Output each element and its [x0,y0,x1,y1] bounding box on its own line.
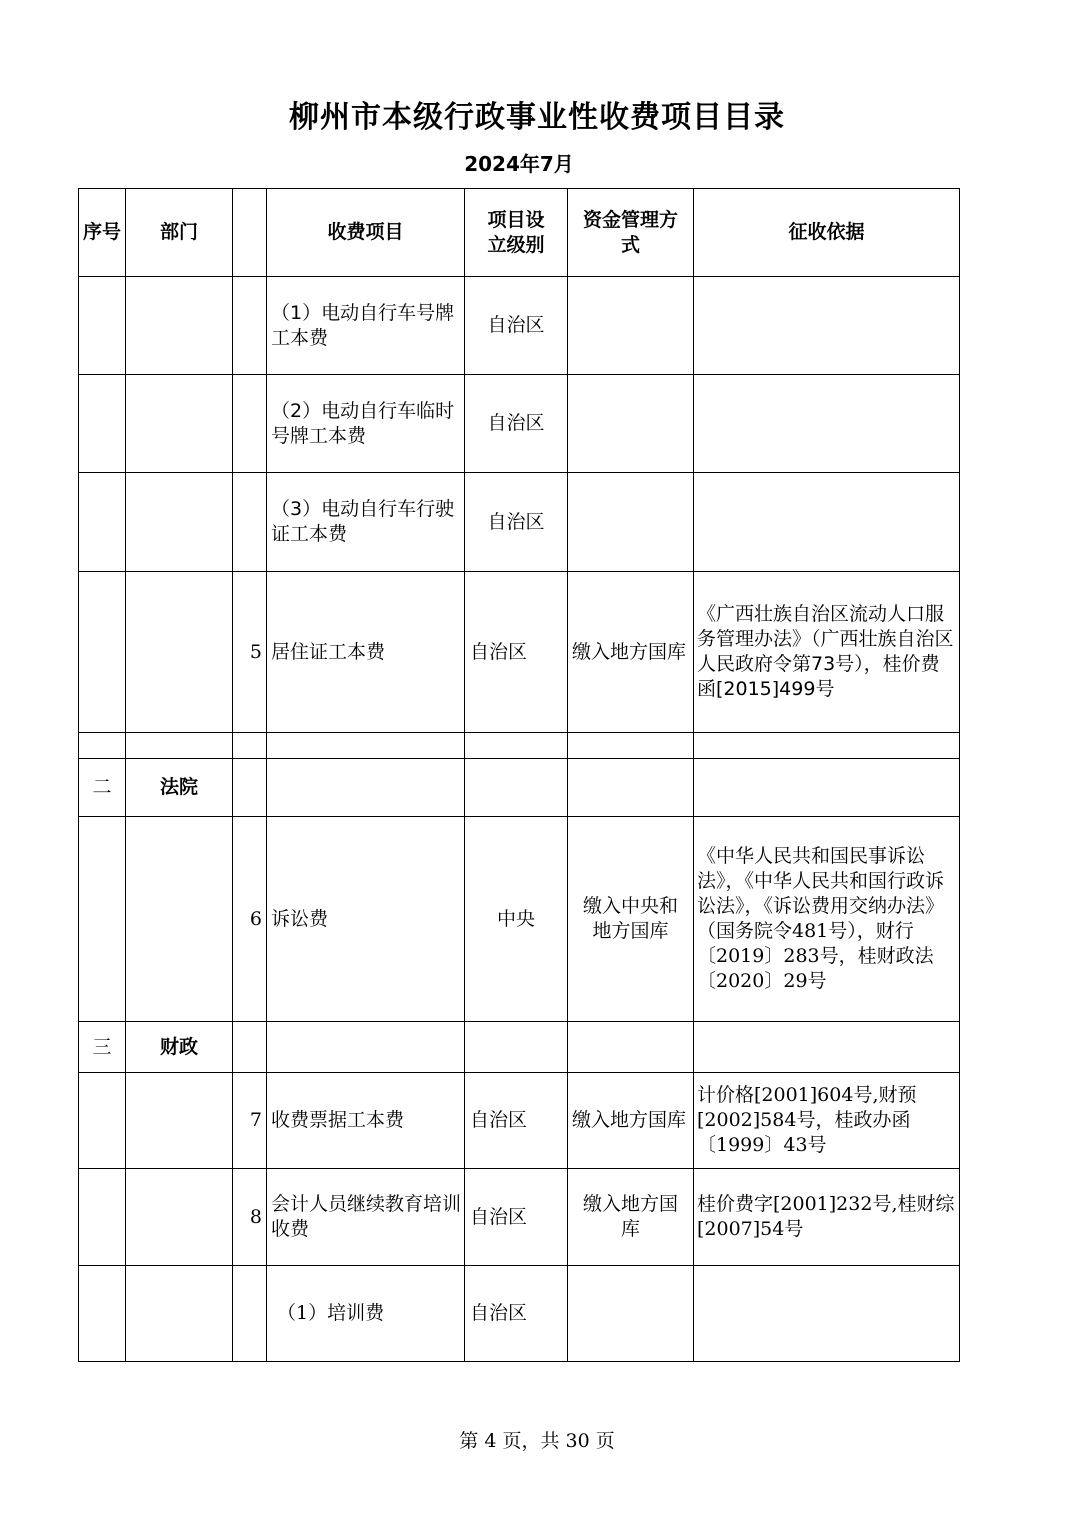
row-dept [126,1073,233,1169]
row-item: （1）培训费 [267,1266,465,1362]
row-item: 居住证工本费 [267,572,465,733]
header-fund: 资金管理方式 [568,189,694,277]
row-seq [79,1073,126,1169]
section-dept: 法院 [126,759,233,817]
row-seq [79,375,126,473]
row-basis [694,733,960,759]
header-idx [233,189,267,277]
table-row [79,277,960,375]
header-dept: 部门 [126,189,233,277]
row-level: 自治区 [465,473,568,572]
row-dept [126,572,233,733]
row-dept [126,277,233,375]
section-seq: 二 [79,759,126,817]
row-fund: 缴入地方国库 [568,1169,694,1266]
fee-table [78,188,960,1362]
row-fund [568,375,694,473]
header-basis: 征收依据 [694,189,960,277]
row-fund [568,473,694,572]
row-item [267,733,465,759]
row-item: （1）电动自行车号牌工本费 [267,277,465,375]
row-basis: 《广西壮族自治区流动人口服务管理办法》（广西壮族自治区人民政府令第73号），桂价费函[2015]499号 [694,572,960,733]
row-basis [694,759,960,817]
row-dept [126,1169,233,1266]
row-basis: 《中华人民共和国民事诉讼法》，《中华人民共和国行政诉讼法》，《诉讼费用交纳办法》（国务院令481号），财行〔2019〕283号，桂财政法〔2020〕29号 [694,817,960,1022]
row-item: （2）电动自行车临时号牌工本费 [267,375,465,473]
row-basis [694,277,960,375]
row-basis [694,473,960,572]
row-idx: 5 [233,572,267,733]
row-item: （3）电动自行车行驶证工本费 [267,473,465,572]
row-item: 收费票据工本费 [267,1073,465,1169]
row-fund: 缴入地方国库 [568,1073,694,1169]
row-level: 自治区 [465,1266,568,1362]
row-dept [126,733,233,759]
row-item [267,1022,465,1073]
row-basis: 桂价费字[2001]232号,桂财综[2007]54号 [694,1169,960,1266]
table-header-row [79,189,960,277]
row-seq [79,572,126,733]
row-fund: 缴入地方国库 [568,572,694,733]
row-seq [79,1266,126,1362]
row-idx [233,375,267,473]
table-row [79,817,960,1022]
row-idx [233,733,267,759]
row-basis: 计价格[2001]604号,财预[2002]584号，桂政办函〔1999〕43号 [694,1073,960,1169]
header-seq: 序号 [79,189,126,277]
row-fund [568,759,694,817]
row-seq [79,733,126,759]
section-row [79,759,960,817]
row-level: 中央 [465,817,568,1022]
table-row [79,733,960,759]
row-level [465,759,568,817]
row-item: 会计人员继续教育培训收费 [267,1169,465,1266]
table-row [79,1073,960,1169]
table-row [79,473,960,572]
row-fund [568,1266,694,1362]
row-item [267,759,465,817]
row-level [465,1022,568,1073]
page-footer: 第 4 页，共 30 页 [459,1430,615,1452]
row-idx [233,1022,267,1073]
row-level: 自治区 [465,1169,568,1266]
row-fund: 缴入中央和地方国库 [568,817,694,1022]
row-fund [568,1022,694,1073]
table-row [79,1169,960,1266]
row-dept [126,375,233,473]
row-dept [126,817,233,1022]
document-date: 2024年7月 [464,152,574,176]
row-idx [233,473,267,572]
row-dept [126,1266,233,1362]
row-level: 自治区 [465,572,568,733]
header-item: 收费项目 [267,189,465,277]
row-idx [233,277,267,375]
row-idx [233,759,267,817]
row-seq [79,1169,126,1266]
section-row [79,1022,960,1073]
row-item: 诉讼费 [267,817,465,1022]
row-seq [79,277,126,375]
row-level: 自治区 [465,277,568,375]
table-row [79,1266,960,1362]
row-idx: 6 [233,817,267,1022]
row-idx: 8 [233,1169,267,1266]
row-fund [568,277,694,375]
row-seq [79,817,126,1022]
document-title: 柳州市本级行政事业性收费项目目录 [289,100,785,135]
row-idx [233,1266,267,1362]
section-seq: 三 [79,1022,126,1073]
table-row [79,572,960,733]
row-seq [79,473,126,572]
row-idx: 7 [233,1073,267,1169]
header-level: 项目设立级别 [465,189,568,277]
row-basis [694,1022,960,1073]
row-basis [694,375,960,473]
row-level: 自治区 [465,1073,568,1169]
section-dept: 财政 [126,1022,233,1073]
row-dept [126,473,233,572]
row-level: 自治区 [465,375,568,473]
row-level [465,733,568,759]
row-fund [568,733,694,759]
row-basis [694,1266,960,1362]
table-row [79,375,960,473]
